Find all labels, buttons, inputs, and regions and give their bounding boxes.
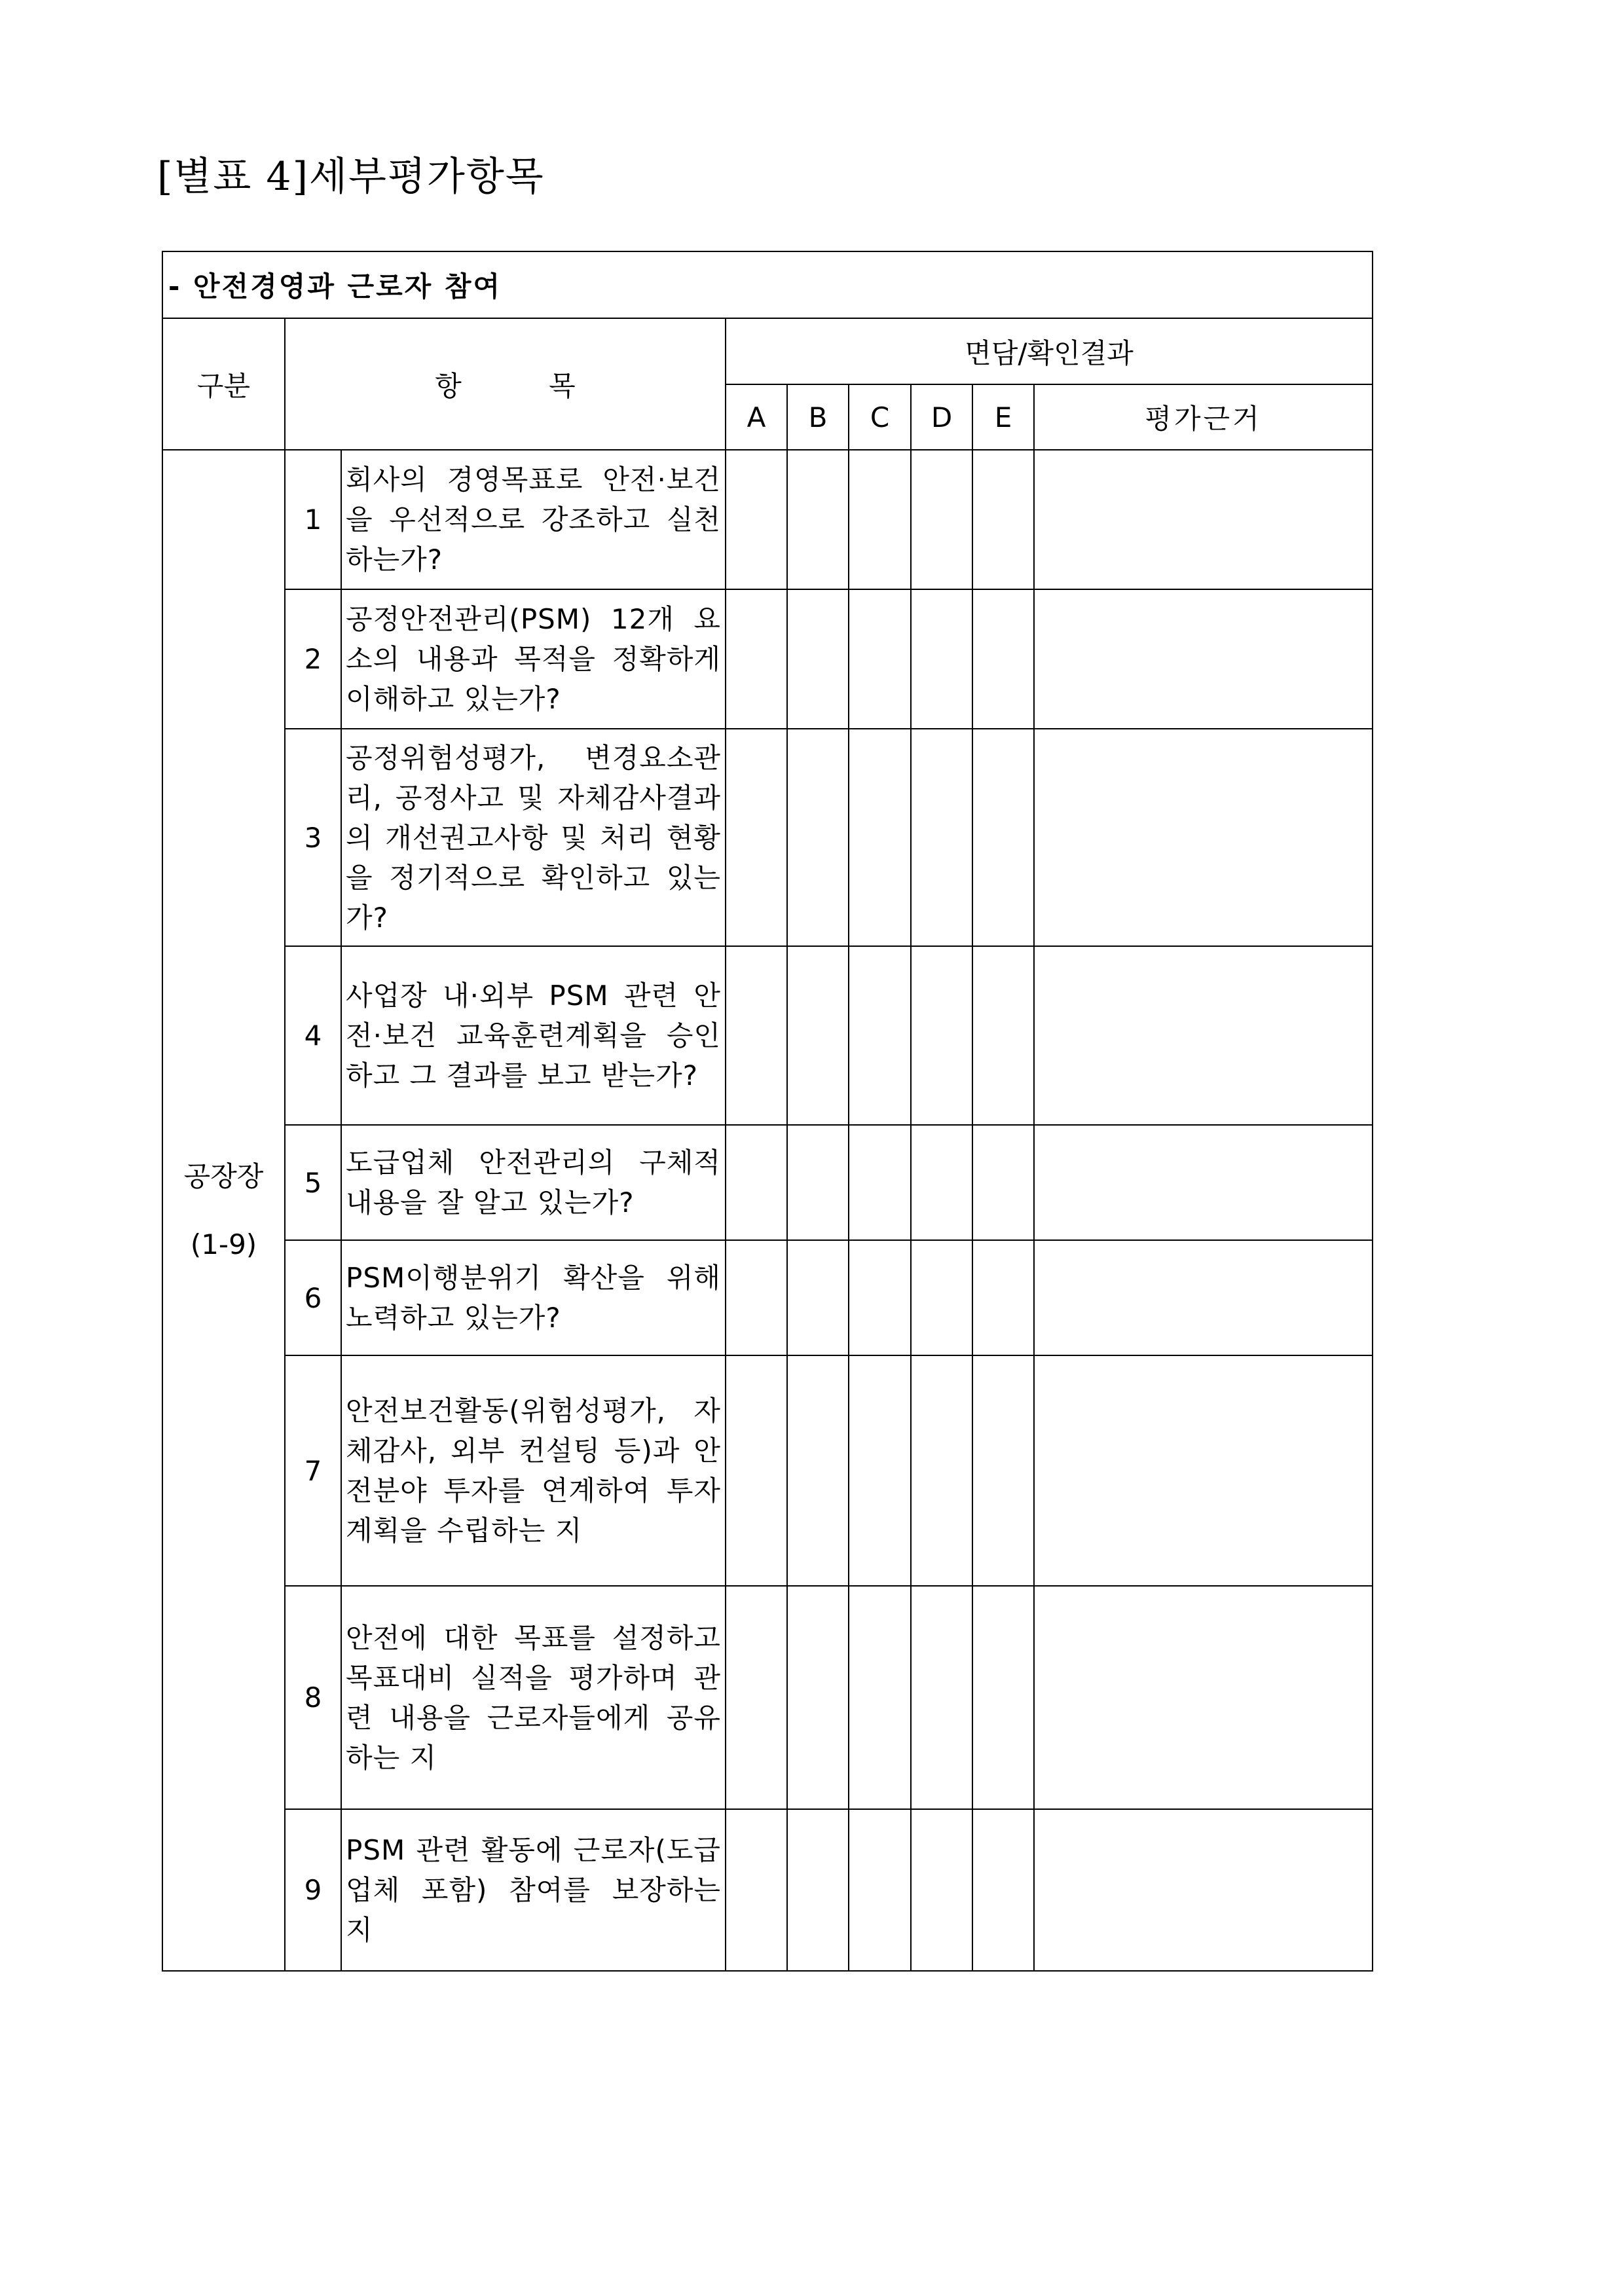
table-row xyxy=(162,729,1373,946)
grade-cell-a[interactable] xyxy=(726,1125,787,1240)
grade-cell-d[interactable] xyxy=(911,1125,972,1240)
grade-cell-d[interactable] xyxy=(911,729,972,946)
grade-cell-b[interactable] xyxy=(787,1125,849,1240)
grade-cell-e[interactable] xyxy=(972,1586,1034,1809)
grade-cell-e[interactable] xyxy=(972,1809,1034,1971)
table-row xyxy=(162,1240,1373,1355)
basis-header: 평가근거 xyxy=(1034,384,1373,450)
basis-cell[interactable] xyxy=(1034,1240,1373,1355)
basis-cell[interactable] xyxy=(1034,1355,1373,1586)
grade-cell-b[interactable] xyxy=(787,729,849,946)
page-title: [별표 4]세부평가항목 xyxy=(157,154,545,200)
grade-header-a: A xyxy=(726,384,787,450)
row-item-text: 회사의 경영목표로 안전·보건을 우선적으로 강조하고 실천하는가? xyxy=(341,450,726,589)
grade-cell-a[interactable] xyxy=(726,729,787,946)
item-header: 항 목 xyxy=(285,318,726,450)
grade-cell-a[interactable] xyxy=(726,450,787,589)
grade-cell-d[interactable] xyxy=(911,589,972,729)
row-number: 3 xyxy=(285,729,341,946)
grade-cell-b[interactable] xyxy=(787,450,849,589)
grade-cell-a[interactable] xyxy=(726,1355,787,1586)
group-label: 공장장 xyxy=(183,1160,264,1192)
grade-cell-e[interactable] xyxy=(972,946,1034,1125)
grade-cell-b[interactable] xyxy=(787,1809,849,1971)
basis-cell[interactable] xyxy=(1034,946,1373,1125)
grade-cell-e[interactable] xyxy=(972,1355,1034,1586)
table-row xyxy=(162,450,1373,589)
table-row xyxy=(162,589,1373,729)
grade-cell-b[interactable] xyxy=(787,1355,849,1586)
section-title: - 안전경영과 근로자 참여 xyxy=(162,251,1373,318)
grade-cell-c[interactable] xyxy=(849,1355,911,1586)
grade-cell-d[interactable] xyxy=(911,946,972,1125)
row-number: 7 xyxy=(285,1355,341,1586)
row-number: 2 xyxy=(285,589,341,729)
basis-cell[interactable] xyxy=(1034,1809,1373,1971)
grade-cell-a[interactable] xyxy=(726,946,787,1125)
group-range: (1-9) xyxy=(190,1228,257,1260)
grade-cell-c[interactable] xyxy=(849,1809,911,1971)
grade-cell-e[interactable] xyxy=(972,589,1034,729)
row-item-text: 도급업체 안전관리의 구체적 내용을 잘 알고 있는가? xyxy=(341,1125,726,1240)
row-item-text: 안전보건활동(위험성평가, 자체감사, 외부 컨설팅 등)과 안전분야 투자를 연계하여 투자계획을 수립하는 지 xyxy=(341,1355,726,1586)
group-cell xyxy=(162,450,285,1971)
table-row xyxy=(162,946,1373,1125)
grade-cell-c[interactable] xyxy=(849,1586,911,1809)
grade-cell-c[interactable] xyxy=(849,450,911,589)
grade-cell-c[interactable] xyxy=(849,1125,911,1240)
result-header: 면담/확인결과 xyxy=(726,318,1373,384)
row-item-text: PSM 관련 활동에 근로자(도급업체 포함) 참여를 보장하는 지 xyxy=(341,1809,726,1971)
grade-cell-d[interactable] xyxy=(911,1586,972,1809)
row-number: 4 xyxy=(285,946,341,1125)
grade-cell-a[interactable] xyxy=(726,589,787,729)
grade-cell-d[interactable] xyxy=(911,450,972,589)
basis-cell[interactable] xyxy=(1034,1586,1373,1809)
row-item-text: PSM이행분위기 확산을 위해 노력하고 있는가? xyxy=(341,1240,726,1355)
grade-cell-c[interactable] xyxy=(849,729,911,946)
header-row-1 xyxy=(162,318,1373,384)
category-header: 구분 xyxy=(162,318,285,450)
grade-cell-a[interactable] xyxy=(726,1586,787,1809)
grade-cell-e[interactable] xyxy=(972,1125,1034,1240)
row-item-text: 공정위험성평가, 변경요소관리, 공정사고 및 자체감사결과의 개선권고사항 및 처리 현황을 정기적으로 확인하고 있는가? xyxy=(341,729,726,946)
grade-cell-d[interactable] xyxy=(911,1809,972,1971)
basis-cell[interactable] xyxy=(1034,450,1373,589)
basis-cell[interactable] xyxy=(1034,589,1373,729)
row-number: 5 xyxy=(285,1125,341,1240)
grade-cell-c[interactable] xyxy=(849,589,911,729)
row-number: 1 xyxy=(285,450,341,589)
grade-cell-c[interactable] xyxy=(849,1240,911,1355)
grade-cell-d[interactable] xyxy=(911,1355,972,1586)
table-row xyxy=(162,1586,1373,1809)
grade-cell-e[interactable] xyxy=(972,1240,1034,1355)
grade-header-c: C xyxy=(849,384,911,450)
evaluation-table xyxy=(162,251,1373,1972)
basis-cell[interactable] xyxy=(1034,729,1373,946)
grade-cell-a[interactable] xyxy=(726,1809,787,1971)
grade-cell-c[interactable] xyxy=(849,946,911,1125)
grade-header-e: E xyxy=(972,384,1034,450)
grade-cell-e[interactable] xyxy=(972,450,1034,589)
row-number: 8 xyxy=(285,1586,341,1809)
grade-cell-b[interactable] xyxy=(787,946,849,1125)
basis-cell[interactable] xyxy=(1034,1125,1373,1240)
row-number: 6 xyxy=(285,1240,341,1355)
row-item-text: 안전에 대한 목표를 설정하고 목표대비 실적을 평가하며 관련 내용을 근로자들에게 공유하는 지 xyxy=(341,1586,726,1809)
grade-cell-b[interactable] xyxy=(787,1586,849,1809)
table-row xyxy=(162,1125,1373,1240)
grade-header-b: B xyxy=(787,384,849,450)
row-number: 9 xyxy=(285,1809,341,1971)
grade-cell-b[interactable] xyxy=(787,589,849,729)
table-row xyxy=(162,1809,1373,1971)
row-item-text: 사업장 내·외부 PSM 관련 안전·보건 교육훈련계획을 승인하고 그 결과를 보고 받는가? xyxy=(341,946,726,1125)
table-row xyxy=(162,1355,1373,1586)
grade-cell-d[interactable] xyxy=(911,1240,972,1355)
grade-cell-a[interactable] xyxy=(726,1240,787,1355)
section-header-row xyxy=(162,251,1373,318)
grade-cell-e[interactable] xyxy=(972,729,1034,946)
grade-cell-b[interactable] xyxy=(787,1240,849,1355)
row-item-text: 공정안전관리(PSM) 12개 요소의 내용과 목적을 정확하게 이해하고 있는가? xyxy=(341,589,726,729)
grade-header-d: D xyxy=(911,384,972,450)
